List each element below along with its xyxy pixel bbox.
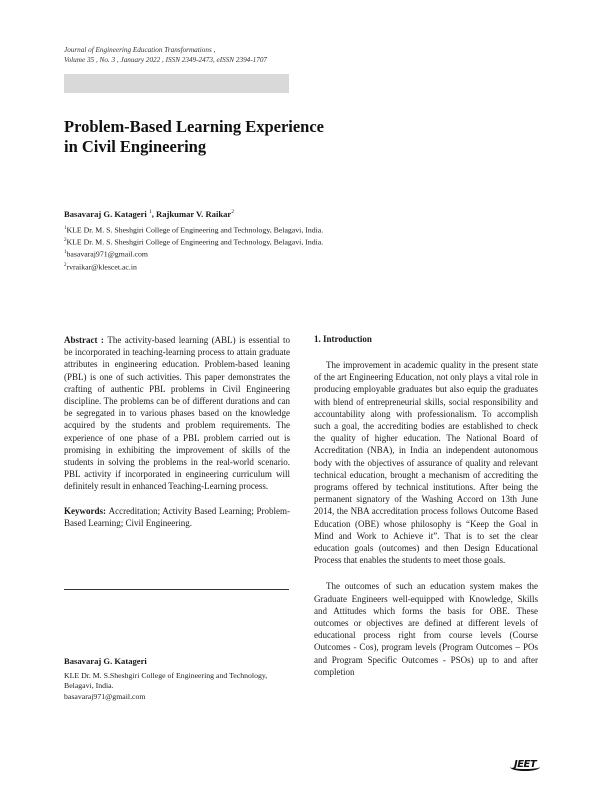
- author-separator: ,: [151, 209, 157, 219]
- correspondence-block: [64, 656, 267, 702]
- keywords: [64, 505, 290, 529]
- paper-title: [64, 117, 324, 157]
- corresponding-affiliation-line: KLE Dr. M. S.Sheshgiri College of Engineering and Technology,: [64, 670, 268, 680]
- affiliation-line: $^2$KLE Dr. M. S. Sheshgiri College of Engineering and Technology, Belagavi, India.: [64, 237, 324, 247]
- journal-title-line: Journal of Engineering Education Transformations ,: [64, 46, 216, 54]
- affiliations: [64, 224, 323, 273]
- journal-volume-line: Volume 35 , No. 3 , January 2022 , ISSN 2349-2473, eISSN 2394-1707: [64, 56, 268, 64]
- left-column: [64, 334, 290, 538]
- abstract-label: Abstract :: [64, 335, 108, 345]
- intro-paragraph-2: The outcomes of such an education system makes the Graduate Engineers well-equipped with Knowledge, Skills and Attitudes which forms the basis for OBE. These outcomes or objectives are defined at different levels of educational process right from course levels (Course Outcomes - Cos), program levels (Program Outcomes – POs and Program Specific Outcomes - PSOs) up to and after completion: [314, 581, 538, 677]
- author-email-line: $^1$basavaraj971@gmail.com: [64, 249, 148, 259]
- keywords-label: Keywords:: [64, 505, 109, 516]
- intro-paragraph-1: The improvement in academic quality in the present state of the art Engineering Education, not only plays a vital role in producing employable graduates but also equip the graduates with blend of entrepreneurial skills, social responsibility and accountability along with professionalism. To accomplish such a goal, the accrediting bodies are established to check the quality of higher education. The National Board of Accreditation (NBA), in India an independent autonomous body with the objectives of assurance of quality and relevant technical education, brought a mechanism of accrediting the programs offered by technical institutions. After being the permanent signatory of the Washing Accord on 13th June 2014, the NBA accreditation process follows Outcome Based Education (OBE) whose philosophy is “Keep the Goal in Mind and Work to Achieve it”. That is to set the clear education goals (outcomes) and then Design Educational Process that enables the students to meet those goals.: [314, 360, 538, 566]
- author-email-line: $^2$rvraikar@klescet.ac.in: [64, 262, 137, 272]
- keywords-text: Accreditation; Activity Based Learning; Problem-Based Learning; Civil Engineering.: [64, 505, 290, 528]
- title-line-2: in Civil Engineering: [64, 137, 207, 156]
- section-heading: 1. Introduction: [314, 334, 372, 344]
- corresponding-email: basavaraj971@gmail.com: [64, 691, 146, 701]
- divider-rule: [64, 589, 289, 590]
- corresponding-location: Belagavi, India.: [64, 681, 114, 691]
- logo-text: JEET: [514, 759, 537, 770]
- title-line-1: Problem-Based Learning Experience: [64, 117, 325, 136]
- affiliation-line: $^1$KLE Dr. M. S. Sheshgiri College of Engineering and Technology, Belagavi, India.: [64, 225, 324, 235]
- abstract: [64, 334, 290, 493]
- journal-header: [64, 45, 267, 65]
- abstract-text: The activity-based learning (ABL) is essential to be incorporated in teaching-learning process to attain graduate attributes in engineering education. Problem-based leaning (PBL) is one of such activities. This paper demonstrates the crafting of authentic PBL problems in Civil Engineering discipline. The problems can be of different durations and can be segregated in to various phases based on the knowledge acquired by the students and problem requirements. The experience of one phase of a PBL problem carried out is promising in exhibiting the improvement of skills of the students in solving the problems in the real-world scenario. PBL activity if incorporated in engineering curriculum will definitely result in enhanced Teaching-Learning process.: [64, 335, 290, 492]
- author-sup-1: 1: [148, 209, 152, 216]
- header-grey-bar: [64, 74, 289, 93]
- author-list: [64, 209, 234, 219]
- corresponding-author-name: Basavaraj G. Katageri: [64, 656, 147, 666]
- author-name-1: Basavaraj G. Katageri: [64, 209, 147, 219]
- author-sup-2: 2: [231, 209, 234, 216]
- right-column: [314, 334, 538, 692]
- logo-swoosh: [510, 763, 540, 771]
- author-name-2: Rajkumar V. Raikar: [156, 209, 232, 219]
- jeet-logo: [514, 759, 536, 770]
